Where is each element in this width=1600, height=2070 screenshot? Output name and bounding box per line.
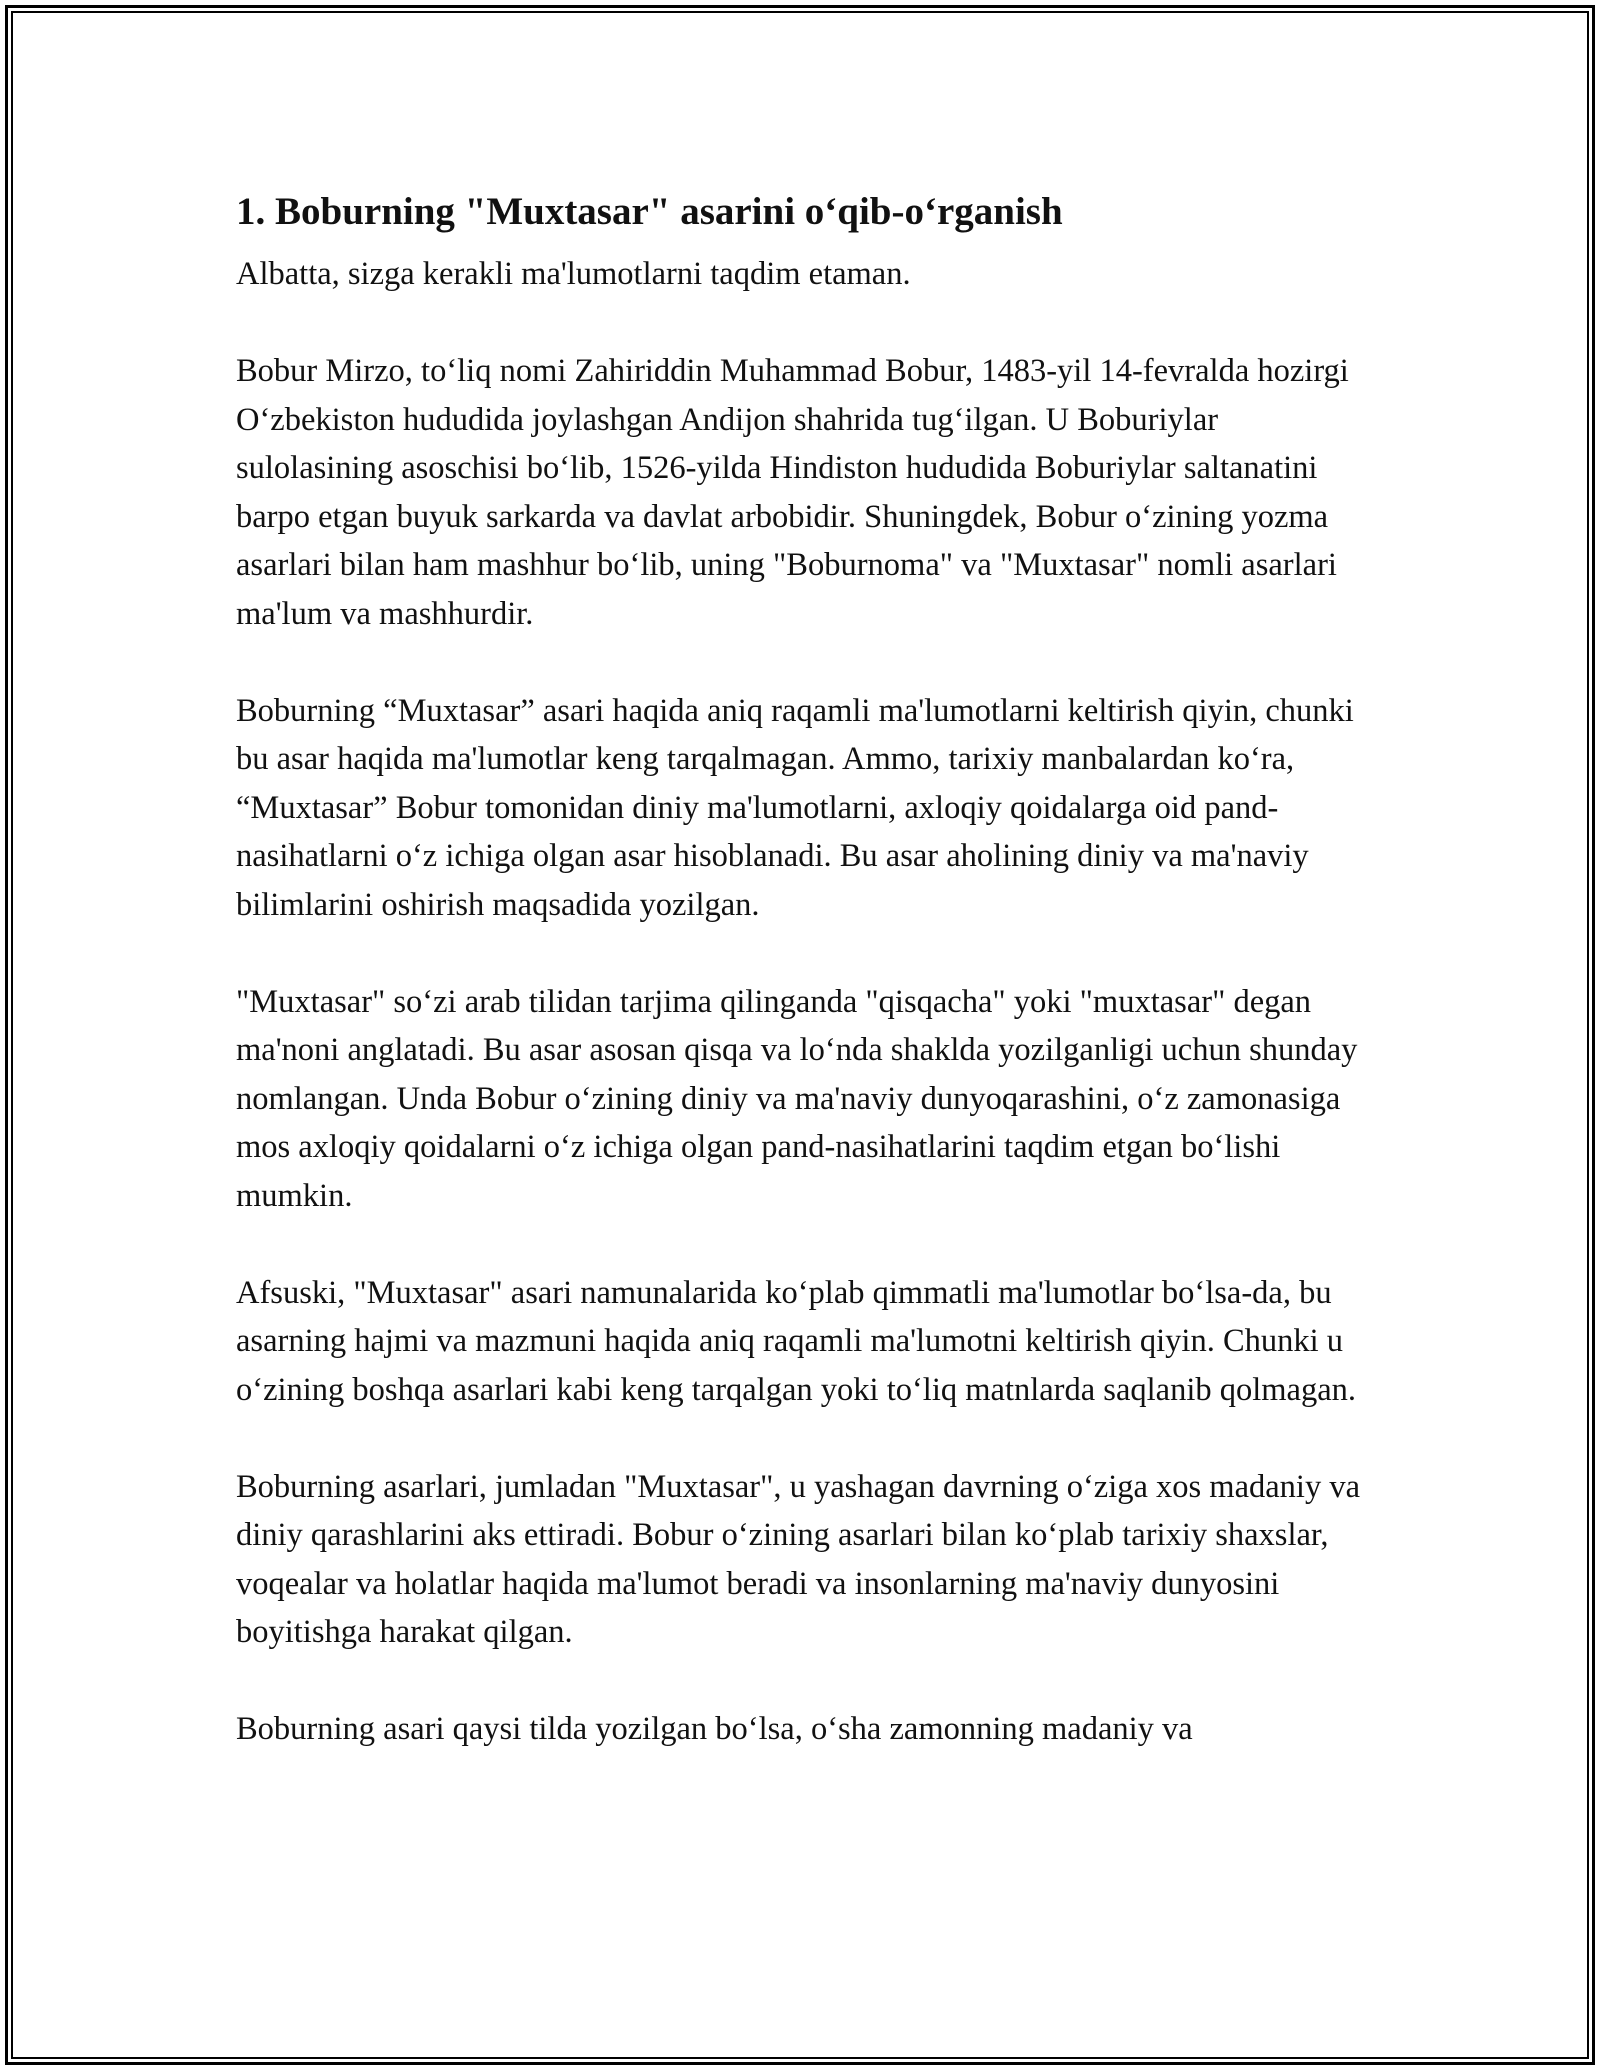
paragraph-biography: Bobur Mirzo, to‘liq nomi Zahiriddin Muhammad Bobur, 1483-yil 14-fevralda hozirgi O‘zbekiston hududida joylashgan Andijon shahrida tug‘ilgan. U Boburiylar sulolasining asoschisi bo‘lib, 1526-yilda Hindiston hududida Boburiylar saltanatini barpo etgan buyuk sarkarda va davlat arbobidir. Shuningdek, Bobur o‘zining yozma asarlari bilan ham mashhur bo‘lib, uning "Boburnoma" va "Muxtasar" nomli asarlari ma'lum va mashhurdir. — [236, 353, 1349, 632]
paragraph-muxtasar-overview: Boburning “Muxtasar” asari haqida aniq raqamli ma'lumotlarni keltirish qiyin, chunki bu asar haqida ma'lumotlar keng tarqalmagan. Ammo, tarixiy manbalardan ko‘ra, “Muxtasar” Bobur tomonidan diniy ma'lumotlarni, axloqiy qoidalarga oid pand-nasihatlarni o‘z ichiga olgan asar hisoblanadi. Bu asar aholining diniy va ma'naviy bilimlarini oshirish maqsadida yozilgan. — [236, 692, 1354, 923]
paragraph-intro: Albatta, sizga kerakli ma'lumotlarni taqdim etaman. — [236, 256, 911, 292]
paragraph-preservation: Afsuski, "Muxtasar" asari namunalarida ko‘plab qimmatli ma'lumotlar bo‘lsa-da, bu asarning hajmi va mazmuni haqida aniq raqamli ma'lumotni keltirish qiyin. Chunki u o‘zining boshqa asarlari kabi keng tarqalgan yoki to‘liq matnlarda saqlanib qolmagan. — [236, 1274, 1357, 1408]
paragraph-truncated: Boburning asari qaysi tilda yozilgan bo‘lsa, o‘sha zamonning madaniy va — [236, 1711, 1193, 1747]
paragraph-cultural-context: Boburning asarlari, jumladan "Muxtasar", u yashagan davrning o‘ziga xos madaniy va diniy qarashlarini aks ettiradi. Bobur o‘zining asarlari bilan ko‘plab tarixiy shaxslar, voqealar va holatlar haqida ma'lumot beradi va insonlarning ma'naviy dunyosini boyitishga harakat qilgan. — [236, 1468, 1361, 1650]
document-heading: 1. Boburning "Muxtasar" asarini o‘qib-o‘rganish — [236, 190, 1063, 233]
document-body — [236, 188, 1376, 1754]
paragraph-title-meaning: "Muxtasar" so‘zi arab tilidan tarjima qilinganda "qisqacha" yoki "muxtasar" degan ma'noni anglatadi. Bu asar asosan qisqa va lo‘nda shaklda yozilganligi uchun shunday nomlangan. Unda Bobur o‘zining diniy va ma'naviy dunyoqarashini, o‘z zamonasiga mos axloqiy qoidalarni o‘z ichiga olgan pand-nasihatlarini taqdim etgan bo‘lishi mumkin. — [236, 983, 1358, 1214]
